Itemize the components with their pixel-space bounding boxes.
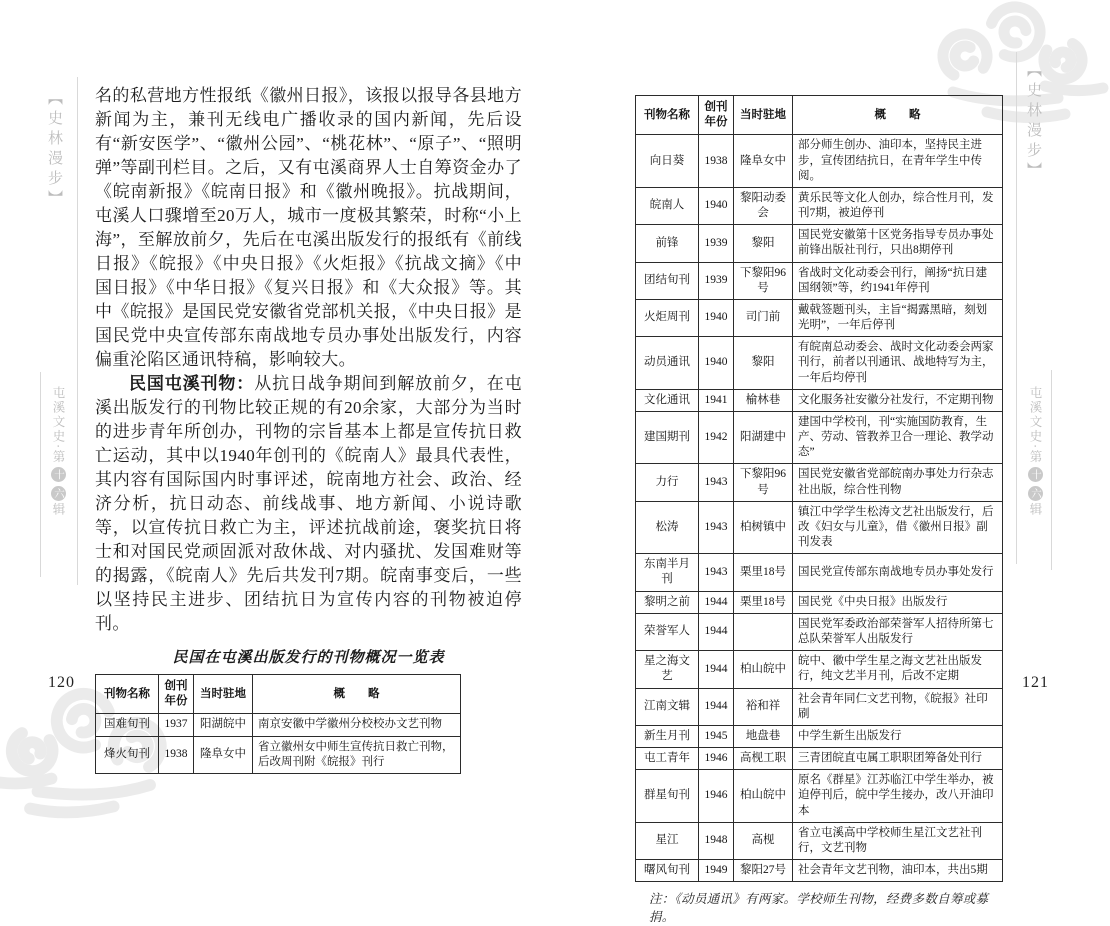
cell-place: 黎阳动委会 (734, 187, 793, 224)
cell-year: 1937 (159, 714, 194, 736)
cell-summary: 皖中、徽中学生星之海文艺社出版发行，纯文艺半月刊，后改不定期 (793, 651, 1003, 688)
table-row (636, 299, 1003, 336)
cell-place: 隆阜女中 (734, 135, 793, 188)
col-header-year: 创刊年份 (699, 96, 734, 135)
volume-badge-six: 六 (51, 486, 66, 501)
cell-name: 荣誉军人 (636, 613, 699, 650)
right-page (635, 95, 1003, 926)
cell-name: 国难旬刊 (96, 714, 159, 736)
cell-year: 1942 (699, 411, 734, 464)
cell-place: 下黎阳96号 (734, 262, 793, 299)
table-row (636, 501, 1003, 554)
table-row (96, 736, 461, 773)
cell-name: 星之海文艺 (636, 651, 699, 688)
cell-place: 高枧工职 (734, 748, 793, 770)
cell-name: 江南文辑 (636, 688, 699, 725)
table-row (636, 411, 1003, 464)
cell-place: 柏山皖中 (734, 651, 793, 688)
volume-prefix: 屯溪文史·第 (51, 386, 65, 465)
left-margin-volume-rule (40, 372, 41, 577)
cell-year: 1938 (699, 135, 734, 188)
cell-year: 1944 (699, 688, 734, 725)
table-row (636, 748, 1003, 770)
cell-summary: 社会青年文艺刊物，油印本，共出5期 (793, 860, 1003, 882)
cell-summary: 部分师生创办、油印本，坚持民主进步，宣传团结抗日，在青年学生中传阅。 (793, 135, 1003, 188)
cell-year: 1941 (699, 389, 734, 411)
cell-year: 1948 (699, 822, 734, 859)
left-publications-table (95, 674, 461, 774)
cell-name: 群星旬刊 (636, 770, 699, 823)
cell-summary: 有皖南总动委会、战时文化动委会两家刊行，前者以刊通讯、战地特写为主，一年后均停刊 (793, 337, 1003, 390)
cell-name: 力行 (636, 464, 699, 501)
cell-summary: 国民党军委政治部荣誉军人招待所第七总队荣誉军人出版发行 (793, 613, 1003, 650)
col-header-place: 当时驻地 (194, 675, 253, 714)
cell-year: 1940 (699, 337, 734, 390)
cell-place: 栗里18号 (734, 554, 793, 591)
cell-summary: 南京安徽中学徽州分校校办文艺刊物 (253, 714, 461, 736)
table-row (636, 262, 1003, 299)
cell-place: 榆林巷 (734, 389, 793, 411)
volume-badge-six: 六 (1028, 486, 1043, 501)
col-header-year: 创刊年份 (159, 675, 194, 714)
table-row (636, 822, 1003, 859)
cell-year: 1940 (699, 299, 734, 336)
cell-name: 松涛 (636, 501, 699, 554)
cell-summary: 社会青年同仁文艺刊物，《皖报》社印刷 (793, 688, 1003, 725)
cell-place: 黎阳 (734, 225, 793, 262)
cell-name: 曙风旬刊 (636, 860, 699, 882)
cell-place: 黎阳27号 (734, 860, 793, 882)
cell-year: 1946 (699, 748, 734, 770)
right-publications-table (635, 95, 1003, 882)
paragraph-body: 从抗日战争期间到解放前夕，在屯溪出版发行的刊物比较正规的有20余家，大部分为当时的进步青年所创办，刊物的宗旨基本上都是宣传抗日救亡运动，其中以1940年创刊的《皖南人》最具代表性，其内容有国际国内时事评述，皖南地方社会、政治、经济分析，抗日动态、前线战事、地方新闻、小说诗歌等，以宣传抗日救亡为主，评述抗战前途，褒奖抗日将士和对国民党顽固派对敌休战、对内骚扰、发国难财等的揭露，《皖南人》先后共发刊7期。皖南事变后，一些以坚持民主进步、团结抗日为宣传内容的刊物被迫停刊。 (95, 374, 522, 633)
volume-prefix: 屯溪文史·第 (1028, 386, 1042, 465)
cell-name: 火炬周刊 (636, 299, 699, 336)
table-note: 注：《动员通讯》有两家。学校师生刊物，经费多数自筹或募捐。 (649, 892, 989, 924)
table-row (636, 725, 1003, 747)
right-page-number: 121 (1022, 674, 1049, 691)
cell-year: 1938 (159, 736, 194, 773)
cell-name: 新生月刊 (636, 725, 699, 747)
cell-place: 阳湖皖中 (194, 714, 253, 736)
table-row (636, 464, 1003, 501)
cell-place: 地盘巷 (734, 725, 793, 747)
cell-year: 1944 (699, 591, 734, 613)
cell-year: 1943 (699, 464, 734, 501)
table-row (636, 135, 1003, 188)
table-row (636, 389, 1003, 411)
cell-summary: 国民党《中央日报》出版发行 (793, 591, 1003, 613)
cell-summary: 省战时文化动委会刊行，阐扬“抗日建国纲领”等，约1941年停刊 (793, 262, 1003, 299)
cell-year: 1943 (699, 554, 734, 591)
left-page (95, 84, 522, 774)
table-header-row (636, 96, 1003, 135)
col-header-name: 刊物名称 (96, 675, 159, 714)
volume-suffix: 辑 (51, 502, 65, 518)
right-margin-volume-title (1026, 386, 1044, 517)
cell-place: 下黎阳96号 (734, 464, 793, 501)
left-margin-volume-title (49, 386, 67, 517)
col-header-summary: 概 略 (253, 675, 461, 714)
cell-year: 1939 (699, 262, 734, 299)
cell-summary: 中学生新生出版发行 (793, 725, 1003, 747)
right-margin-volume-rule (1051, 370, 1052, 570)
cell-summary: 文化服务社安徽分社发行，不定期刊物 (793, 389, 1003, 411)
cell-name: 建国期刊 (636, 411, 699, 464)
volume-badge-ten: 十 (1028, 467, 1043, 482)
cell-summary: 省立屯溪高中学校师生星江文艺社刊行，文艺刊物 (793, 822, 1003, 859)
cell-name: 团结旬刊 (636, 262, 699, 299)
table-row (636, 651, 1003, 688)
cell-summary: 国民党宣传部东南战地专员办事处发行 (793, 554, 1003, 591)
table-row (636, 554, 1003, 591)
cell-place: 柏山皖中 (734, 770, 793, 823)
table-row (636, 688, 1003, 725)
cell-summary: 国民党安徽省党部皖南办事处力行杂志社出版，综合性刊物 (793, 464, 1003, 501)
cell-year: 1939 (699, 225, 734, 262)
cell-summary: 国民党安徽第十区党务指导专员办事处前锋出版社刊行，只出8期停刊 (793, 225, 1003, 262)
cell-summary: 戴戟签题刊头，主旨“揭露黑暗，刻划光明”，一年后停刊 (793, 299, 1003, 336)
cell-place: 隆阜女中 (194, 736, 253, 773)
cell-place: 阳湖建中 (734, 411, 793, 464)
cell-name: 皖南人 (636, 187, 699, 224)
table-row (96, 714, 461, 736)
left-page-number: 120 (48, 674, 75, 691)
table-row (636, 860, 1003, 882)
cell-place: 裕和祥 (734, 688, 793, 725)
left-table-title: 民国在屯溪出版发行的刊物概况一览表 (172, 650, 445, 666)
table-row (636, 770, 1003, 823)
cell-year: 1949 (699, 860, 734, 882)
cell-name: 屯工青年 (636, 748, 699, 770)
cell-name: 文化通讯 (636, 389, 699, 411)
cell-place: 黎阳 (734, 337, 793, 390)
cell-summary: 三青团皖直屯属工职职团筹备处刊行 (793, 748, 1003, 770)
left-margin-rule (77, 77, 78, 585)
volume-badge-ten: 十 (51, 467, 66, 482)
table-row (636, 187, 1003, 224)
table-row (636, 591, 1003, 613)
table-row (636, 337, 1003, 390)
cell-place: 高枧 (734, 822, 793, 859)
cell-place: 栗里18号 (734, 591, 793, 613)
cell-name: 向日葵 (636, 135, 699, 188)
table-row (636, 225, 1003, 262)
cell-place: 柏树镇中 (734, 501, 793, 554)
cell-summary: 镇江中学学生松涛文艺社出版发行，后改《妇女与儿童》，借《徽州日报》副刊发表 (793, 501, 1003, 554)
cell-summary: 原名《群星》江苏临江中学生举办，被迫停刊后，皖中学生接办，改八开油印本 (793, 770, 1003, 823)
cell-summary: 建国中学校刊，刊“实施国防教育，生产、劳动、管教养卫合一理论、教学动态” (793, 411, 1003, 464)
cell-year: 1945 (699, 725, 734, 747)
cell-name: 星江 (636, 822, 699, 859)
cell-place (734, 613, 793, 650)
cell-summary: 省立徽州女中师生宣传抗日救亡刊物，后改周刊附《皖报》刊行 (253, 736, 461, 773)
cell-summary: 黄乐民等文化人创办，综合性月刊，发刊7期，被迫停刊 (793, 187, 1003, 224)
cell-name: 前锋 (636, 225, 699, 262)
cell-place: 司门前 (734, 299, 793, 336)
body-paragraph-2 (95, 372, 522, 636)
cell-year: 1944 (699, 651, 734, 688)
body-paragraph-1: 名的私营地方性报纸《徽州日报》，该报以报导各县地方新闻为主，兼刊无线电广播收录的国内新闻，先后设有“新安医学”、“徽州公园”、“桃花林”、“原子”、“照明弹”等副刊栏目。之后，又有屯溪商界人士自筹资金办了《皖南新报》《皖南日报》和《徽州晚报》。抗战期间，屯溪人口骤增至20万人，城市一度极其繁荣，时称“小上海”，至解放前夕，先后在屯溪出版发行的报纸有《前线日报》《皖报》《中央日报》《火炬报》《抗战文摘》《中国日报》《中华日报》《复兴日报》和《大众报》等。其中《皖报》是国民党安徽省党部机关报，《中央日报》是国民党中央宣传部东南战地专员办事处出版发行，内容偏重沦陷区通讯特稿，影响较大。 (95, 86, 522, 369)
paragraph-lead: 民国屯溪刊物： (129, 374, 255, 393)
col-header-summary: 概 略 (793, 96, 1003, 135)
cell-name: 动员通讯 (636, 337, 699, 390)
cell-name: 东南半月刊 (636, 554, 699, 591)
table-row (636, 613, 1003, 650)
cell-year: 1944 (699, 613, 734, 650)
left-margin-series-title: 【史林漫步】 (46, 90, 62, 210)
cell-name: 烽火旬刊 (96, 736, 159, 773)
table-header-row (96, 675, 461, 714)
cell-year: 1943 (699, 501, 734, 554)
cell-name: 黎明之前 (636, 591, 699, 613)
volume-suffix: 辑 (1028, 502, 1042, 518)
col-header-name: 刊物名称 (636, 96, 699, 135)
right-margin-rule (1016, 52, 1017, 564)
cell-year: 1940 (699, 187, 734, 224)
cell-year: 1946 (699, 770, 734, 823)
col-header-place: 当时驻地 (734, 96, 793, 135)
right-margin-series-title: 【史林漫步】 (1025, 62, 1041, 182)
